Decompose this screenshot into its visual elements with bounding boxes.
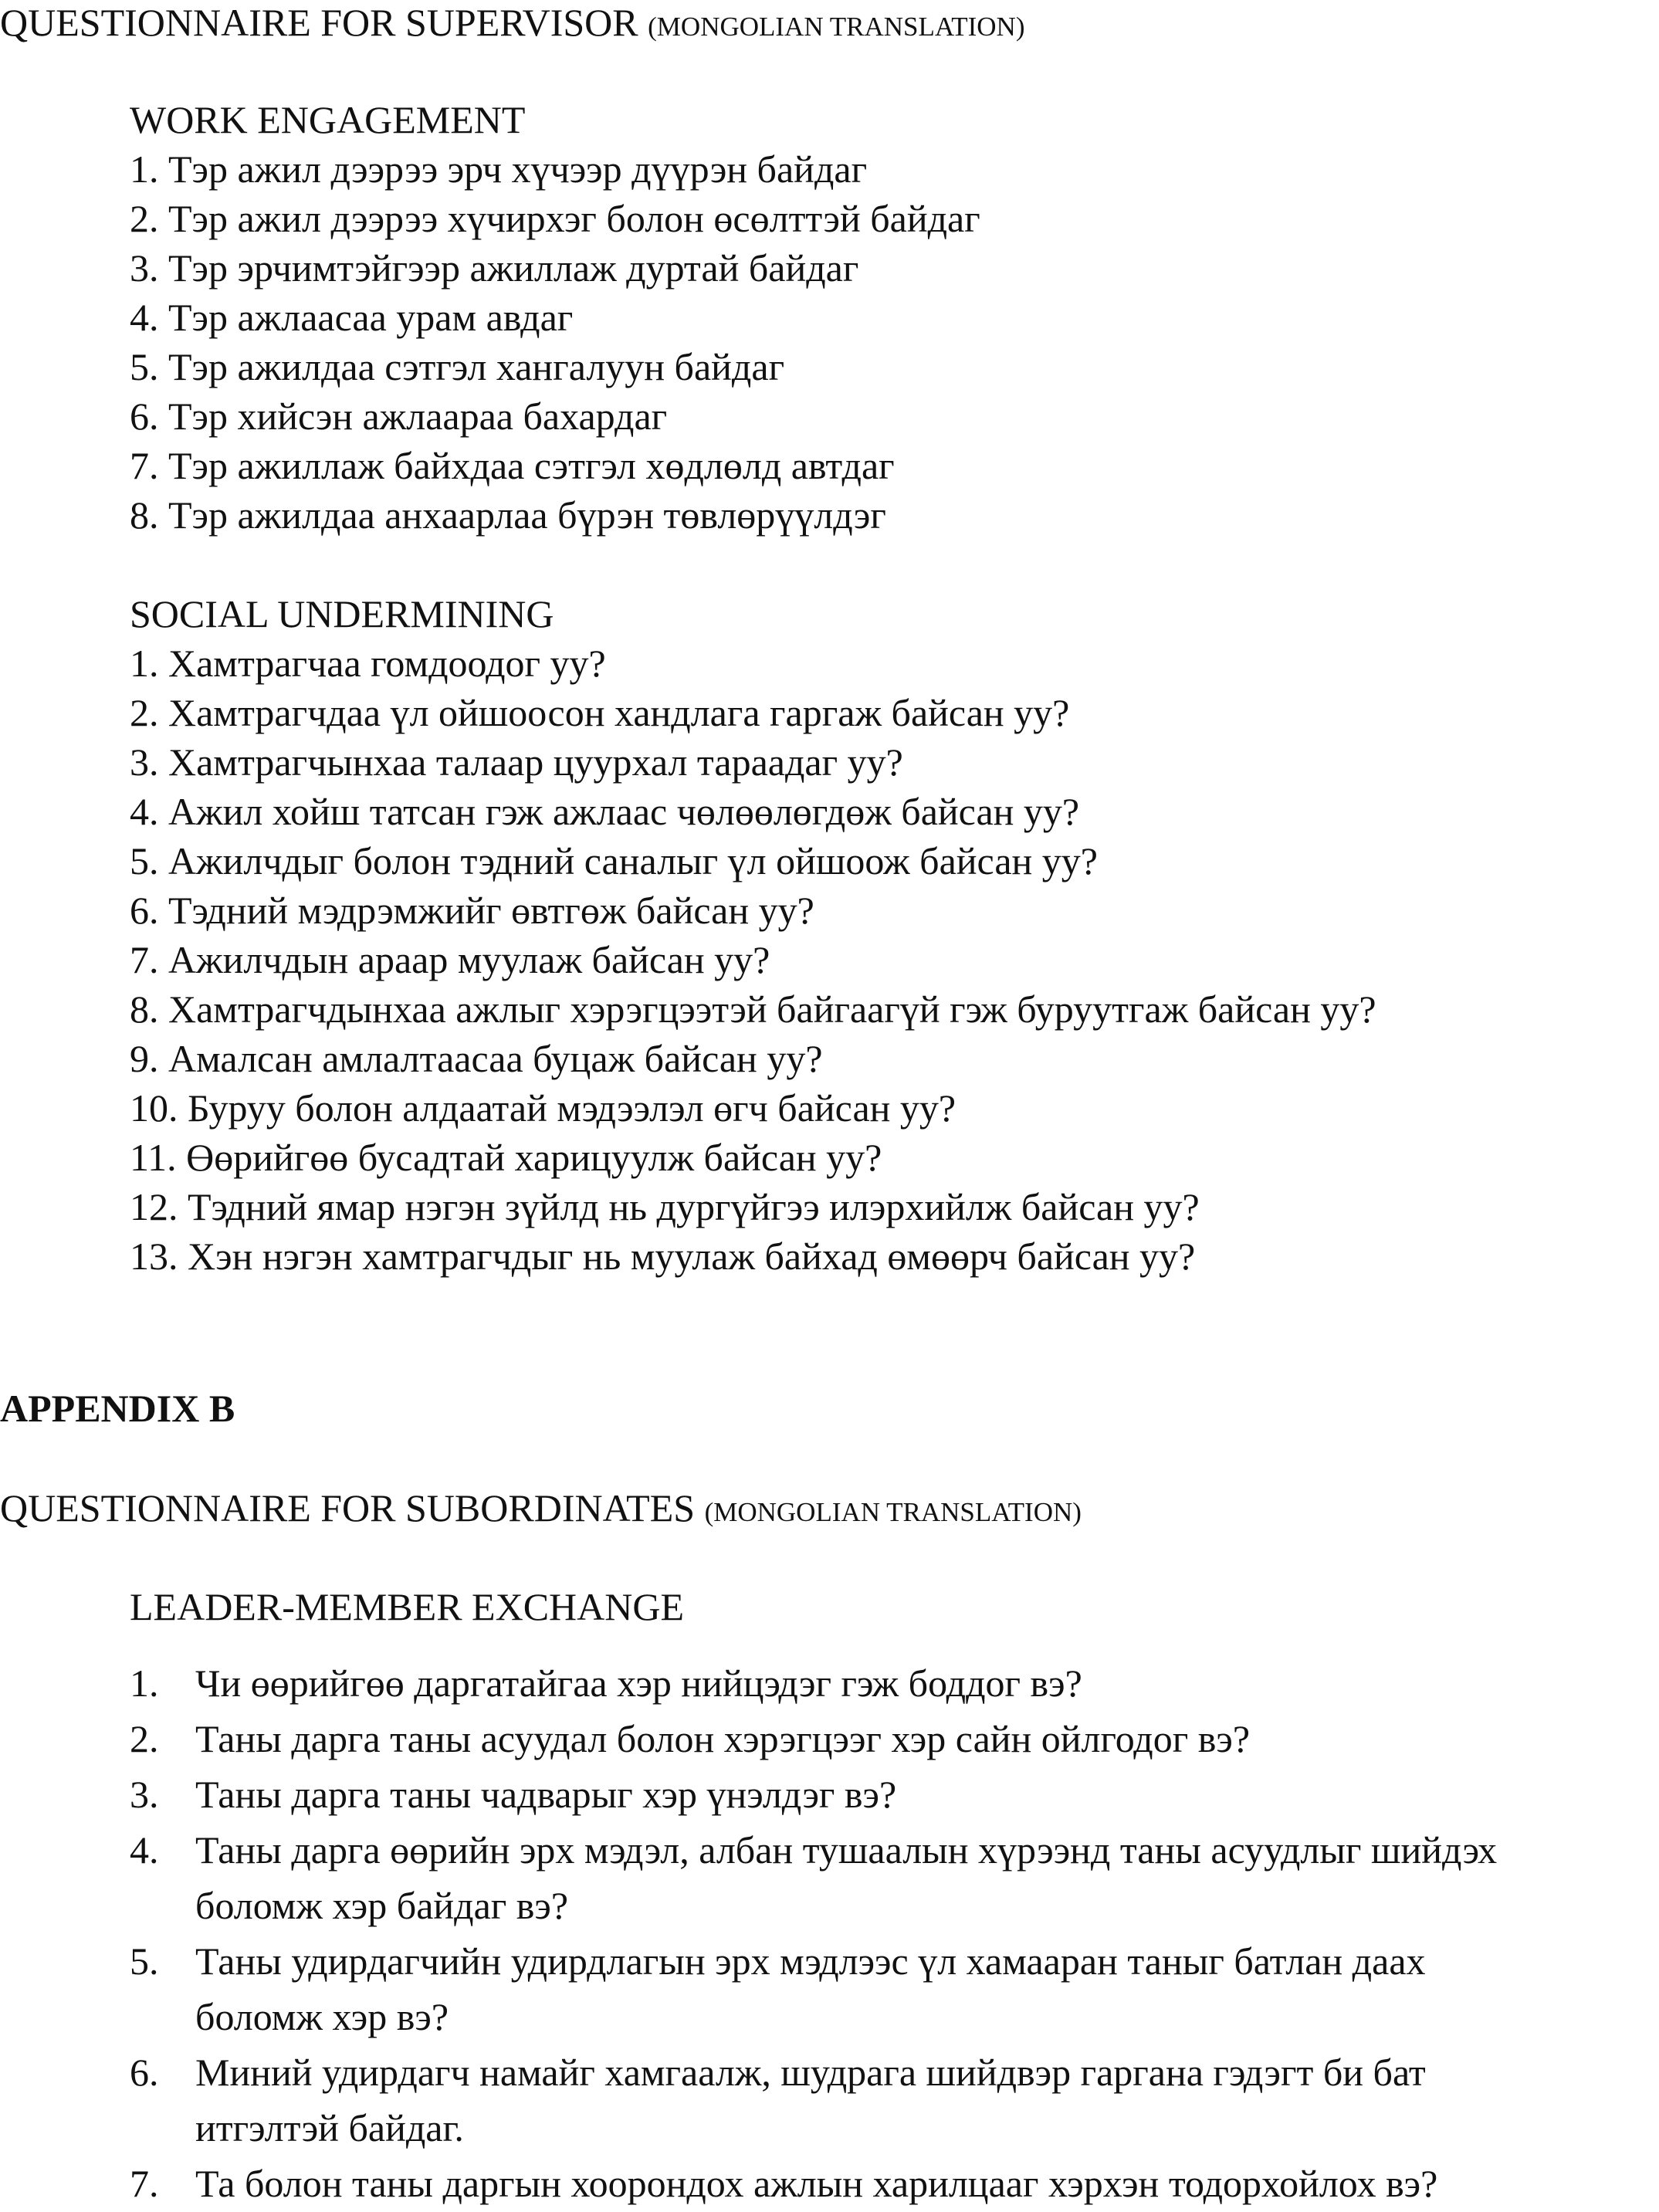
list-item: 2. Хамтрагчдаа үл ойшоосон хандлага гаргаж байсан уу? xyxy=(130,691,1070,734)
list-item: 4. Ажил хойш татсан гэж ажлаас чөлөөлөгдөж байсан уу? xyxy=(130,790,1080,833)
list-item: 10. Буруу болон алдаатай мэдээлэл өгч байсан уу? xyxy=(130,1086,956,1130)
list-item: 2. Тэр ажил дээрээ хүчирхэг болон өсөлттэй байдаг xyxy=(130,197,980,240)
list-item-text: Та болон таны даргын хоорондох ажлын харилцааг хэрхэн тодорхойлох вэ? xyxy=(195,2162,1438,2205)
list-item-text: итгэлтэй байдаг. xyxy=(195,2106,464,2149)
list-item-number: 7. xyxy=(130,2162,159,2205)
list-item: 3. Тэр эрчимтэйгээр ажиллаж дуртай байдаг xyxy=(130,246,859,290)
list-item-number: 3. xyxy=(130,1773,159,1816)
appendix-heading: APPENDIX B xyxy=(0,1387,235,1430)
list-item-number: 1. xyxy=(130,1662,159,1705)
list-item-text: Таны дарга өөрийн эрх мэдэл, албан тушаалын хүрээнд таны асуудлыг шийдэх xyxy=(195,1828,1498,1872)
list-item-number: 5. xyxy=(130,1939,159,1983)
list-item: 8. Хамтрагчдынхаа ажлыг хэрэгцээтэй байгаагүй гэж буруутгаж байсан уу? xyxy=(130,987,1376,1031)
list-item: 1. Хамтрагчаа гомдоодог уу? xyxy=(130,642,606,685)
list-item: 12. Тэдний ямар нэгэн зүйлд нь дургүйгээ илэрхийлж байсан уу? xyxy=(130,1185,1200,1228)
list-item: 1. Тэр ажил дээрээ эрч хүчээр дүүрэн байдаг xyxy=(130,147,868,191)
subordinates-questionnaire-title xyxy=(0,1485,1082,1535)
list-item-text: Миний удирдагч намайг хамгаалж, шудрага шийдвэр гаргана гэдэгт би бат xyxy=(195,2051,1426,2094)
list-item: 8. Тэр ажилдаа анхаарлаа бүрэн төвлөрүүлдэг xyxy=(130,493,886,537)
list-item-text: Таны дарга таны чадварыг хэр үнэлдэг вэ? xyxy=(195,1773,897,1816)
list-item-number: 6. xyxy=(130,2051,159,2094)
list-item: 6. Тэр хийсэн ажлаараа бахардаг xyxy=(130,395,668,438)
list-item-text: боломж хэр байдаг вэ? xyxy=(195,1884,569,1927)
list-item-text: Таны дарга таны асуудал болон хэрэгцээг хэр сайн ойлгодог вэ? xyxy=(195,1717,1251,1760)
list-item: 11. Өөрийгөө бусадтай харицуулж байсан уу? xyxy=(130,1136,882,1179)
list-item: 6. Тэдний мэдрэмжийг өвтгөж байсан уу? xyxy=(130,889,814,932)
list-item-number: 4. xyxy=(130,1828,159,1872)
list-item: 3. Хамтрагчынхаа талаар цуурхал тараадаг уу? xyxy=(130,740,903,784)
list-item-number: 2. xyxy=(130,1717,159,1760)
subordinates-subtitle-text: (MONGOLIAN TRANSLATION) xyxy=(704,1497,1082,1527)
list-item: 7. Тэр ажиллаж байхдаа сэтгэл хөдлөлд автдаг xyxy=(130,444,895,487)
list-item: 5. Тэр ажилдаа сэтгэл хангалуун байдаг xyxy=(130,345,785,388)
lmx-heading: LEADER-MEMBER EXCHANGE xyxy=(130,1585,685,1628)
supervisor-questionnaire-title xyxy=(0,0,1024,49)
list-item-text: боломж хэр вэ? xyxy=(195,1995,449,2038)
list-item-text: Чи өөрийгөө даргатайгаа хэр нийцэдэг гэж боддог вэ? xyxy=(195,1662,1082,1705)
list-item: 7. Ажилчдын араар муулаж байсан уу? xyxy=(130,938,770,981)
supervisor-title-text: QUESTIONNAIRE FOR SUPERVISOR xyxy=(0,1,638,44)
list-item: 13. Хэн нэгэн хамтрагчдыг нь муулаж байхад өмөөрч байсан уу? xyxy=(130,1235,1196,1278)
list-item: 9. Амалсан амлалтаасаа буцаж байсан уу? xyxy=(130,1037,823,1080)
subordinates-title-text: QUESTIONNAIRE FOR SUBORDINATES xyxy=(0,1486,696,1529)
list-item-text: Таны удирдагчийн удирдлагын эрх мэдлээс үл хамааран таныг батлан даах xyxy=(195,1939,1426,1983)
list-item: 4. Тэр ажлаасаа урам авдаг xyxy=(130,296,574,339)
list-item: 5. Ажилчдыг болон тэдний саналыг үл ойшоож байсан уу? xyxy=(130,839,1099,882)
work-engagement-heading: WORK ENGAGEMENT xyxy=(130,98,526,141)
social-undermining-heading: SOCIAL UNDERMINING xyxy=(130,592,554,635)
supervisor-subtitle-text: (MONGOLIAN TRANSLATION) xyxy=(648,12,1025,42)
